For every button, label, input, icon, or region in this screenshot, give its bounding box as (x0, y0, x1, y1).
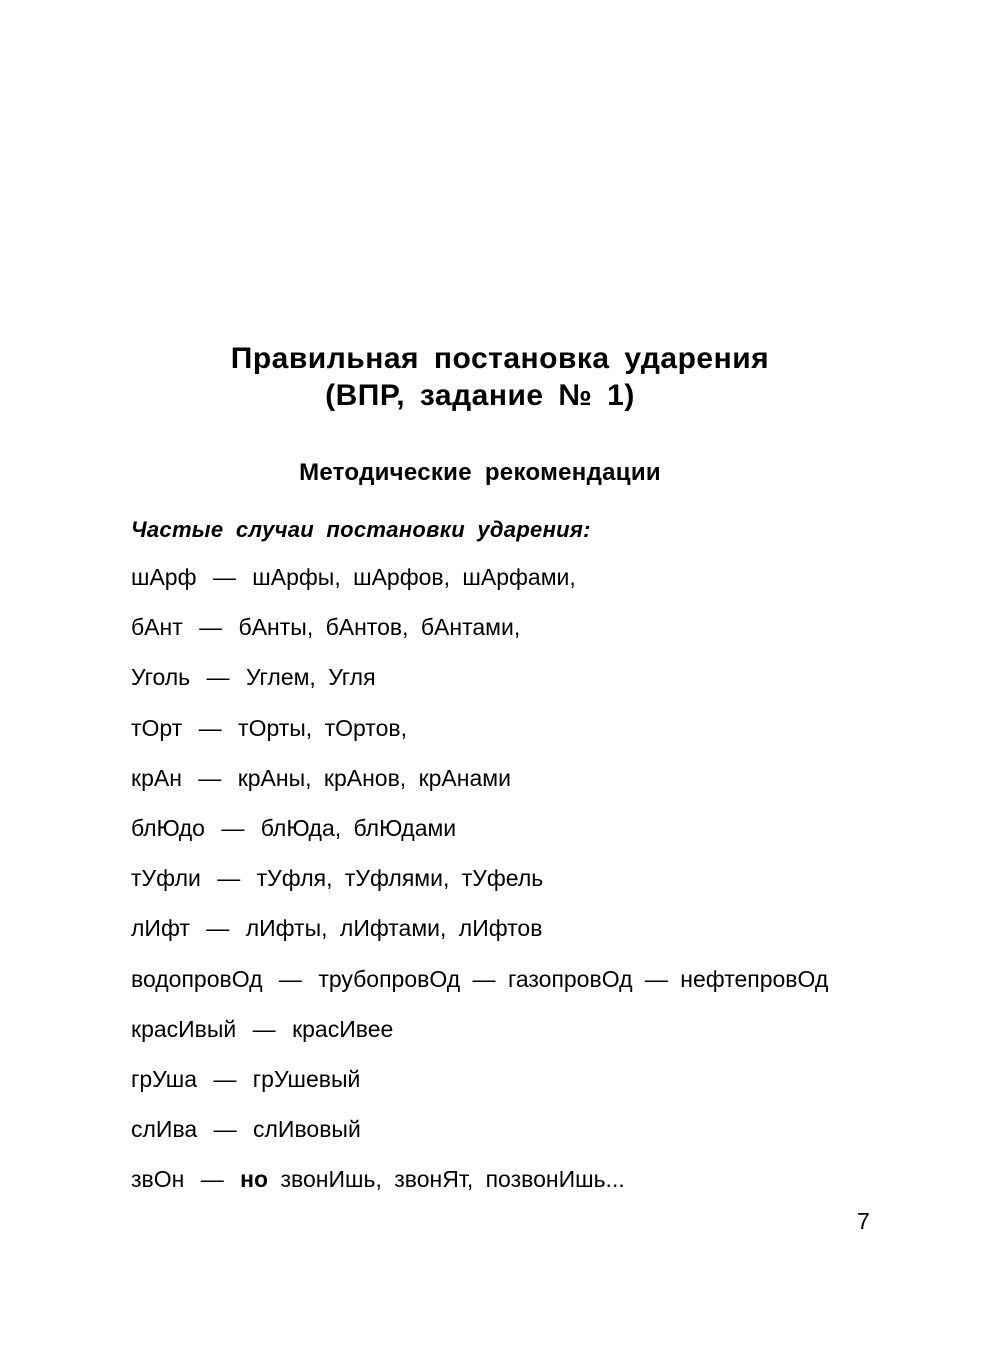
dash-separator: — (206, 664, 230, 691)
word-base: слИва (131, 1116, 198, 1143)
dash-separator: — (221, 814, 245, 841)
word-base: водопровОд (131, 965, 263, 992)
word-forms: шАрфы, шАрфов, шАрфами, (252, 564, 576, 590)
word-base: звОн (131, 1166, 185, 1193)
exception-keyword: но (240, 1166, 269, 1193)
word-forms: крАны, крАнов, крАнами (237, 764, 511, 791)
subtitle: Методические рекомендации (299, 459, 661, 486)
page-title-line-2: (ВПР, задание № 1) (325, 379, 635, 412)
list-item (131, 1162, 828, 1212)
stress-word-list (131, 560, 828, 1212)
list-item (131, 711, 828, 761)
list-item (131, 861, 828, 911)
dash-separator: — (217, 865, 241, 892)
dash-separator: — (199, 614, 223, 641)
list-item (131, 610, 828, 660)
word-forms: трубопровОд — газопровОд — нефтепровОд (318, 965, 829, 992)
list-item (131, 560, 828, 610)
word-base: блЮдо (131, 814, 205, 841)
word-forms: бАнты, бАнтов, бАнтами, (238, 614, 521, 641)
word-base: шАрф (131, 564, 197, 590)
dash-separator: — (213, 1116, 237, 1143)
word-forms: блЮда, блЮдами (260, 814, 457, 841)
word-forms: грУшевый (252, 1065, 361, 1092)
word-forms: слИвовый (253, 1116, 361, 1143)
word-base: бАнт (131, 614, 183, 641)
list-item (131, 911, 828, 961)
word-forms: тУфля, тУфлями, тУфель (256, 865, 544, 892)
list-item (131, 1012, 828, 1062)
word-base: тОрт (131, 714, 183, 741)
word-base: красИвый (131, 1015, 237, 1042)
dash-separator: — (198, 764, 222, 791)
word-forms: лИфты, лИфтами, лИфтов (245, 915, 543, 942)
word-base: крАн (131, 764, 182, 791)
dash-separator: — (252, 1015, 276, 1042)
list-item (131, 761, 828, 811)
list-item (131, 660, 828, 710)
word-base: Уголь (131, 664, 191, 691)
dash-separator: — (212, 564, 236, 590)
page-number: 7 (857, 1208, 870, 1234)
list-item (131, 1112, 828, 1162)
section-heading: Частые случаи постановки ударения: (131, 517, 591, 542)
word-forms: красИвее (292, 1015, 394, 1042)
list-item (131, 962, 828, 1012)
dash-separator: — (213, 1065, 237, 1092)
word-forms: звонИшь, звонЯт, позвонИшь... (280, 1166, 625, 1193)
list-item (131, 811, 828, 861)
dash-separator: — (198, 714, 222, 741)
dash-separator: — (278, 965, 302, 992)
word-base: грУша (131, 1065, 198, 1092)
dash-separator: — (206, 915, 230, 942)
word-base: тУфли (131, 865, 201, 892)
dash-separator: — (200, 1166, 224, 1193)
list-item (131, 1062, 828, 1112)
page-title-line-1: Правильная постановка ударения (230, 342, 770, 375)
word-forms: тОрты, тОртов, (238, 714, 407, 741)
word-forms: Углем, Угля (245, 664, 376, 691)
word-base: лИфт (131, 915, 190, 942)
